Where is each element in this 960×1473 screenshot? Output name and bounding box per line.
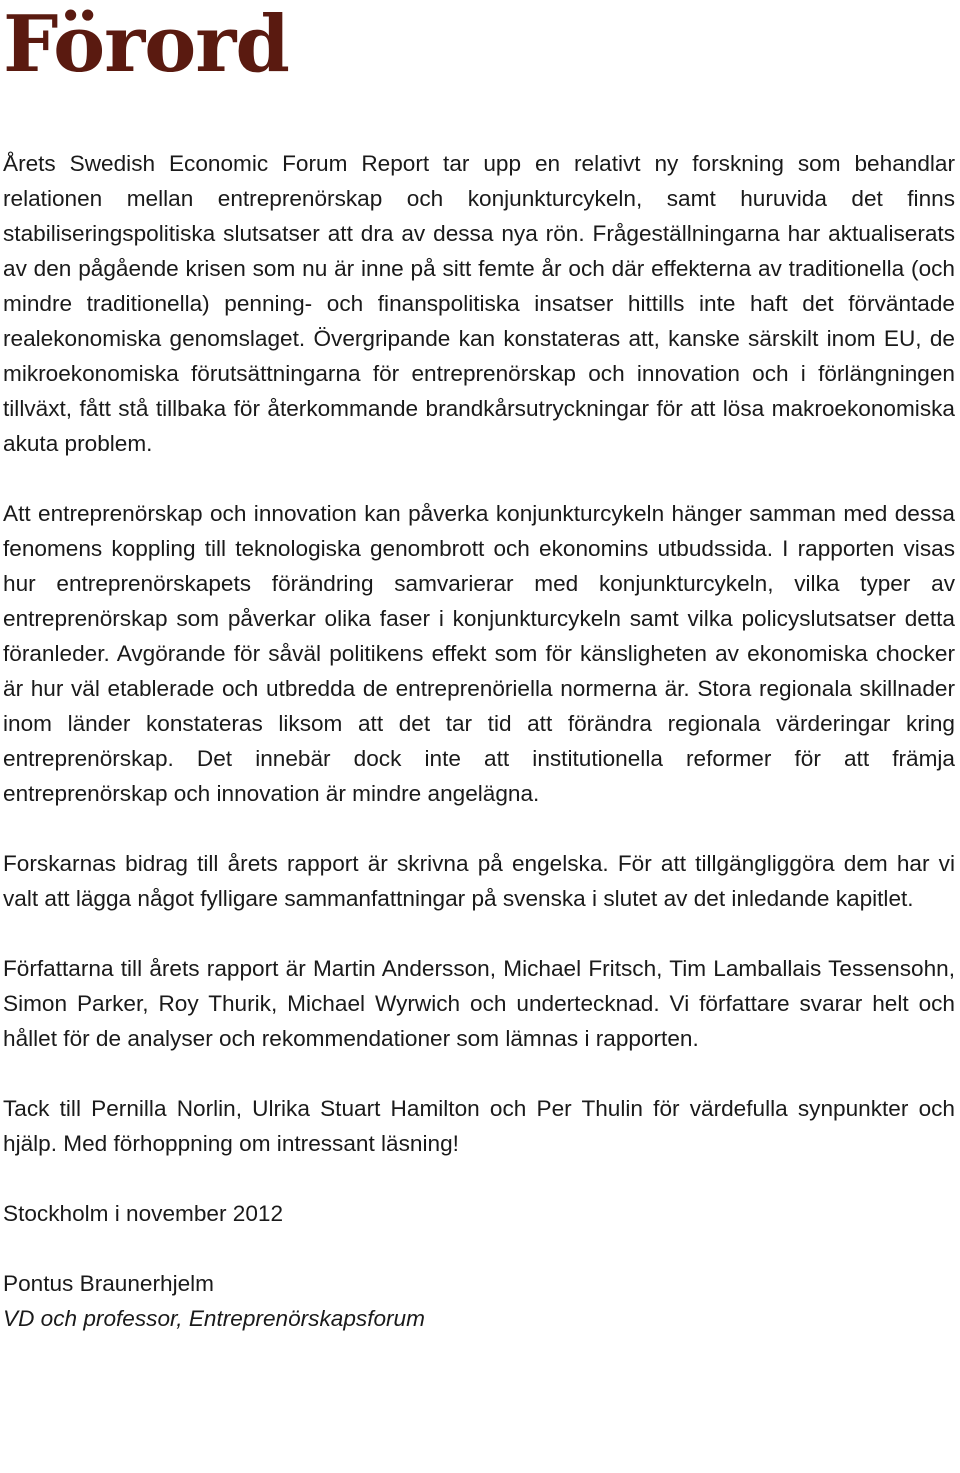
signature-role: VD och professor, Entreprenörskapsforum [3,1306,425,1331]
signature-name: Pontus Braunerhjelm [3,1271,214,1296]
paragraph-intro: Årets Swedish Economic Forum Report tar upp en relativt ny forskning som behandlar relationen mellan entreprenörskap och konjunkturcykeln, samt huruvida det finns stabiliseringspolitiska slutsatser att dra av dessa nya rön. Frågeställningarna har aktualiserats av den pågående krisen som nu är inne på sitt femte år och där effekterna av traditionella (och mindre traditionella) penning- och finanspolitiska insatser hittills inte haft det förväntade realekonomiska genomslaget. Övergripande kan konstateras att, kanske särskilt inom EU, de mikroekonomiska förutsättningarna för entreprenörskap och innovation och i förlängningen tillväxt, fått stå tillbaka för återkommande brandkårsutryckningar för att lösa makroekonomiska akuta problem. [3,151,955,456]
paragraph-thanks: Tack till Pernilla Norlin, Ulrika Stuart Hamilton och Per Thulin för värdefulla synpunkter och hjälp. Med förhoppning om intressant läsning! [3,1096,955,1156]
page-title: Förord [3,0,289,90]
place-date: Stockholm i november 2012 [3,1201,284,1226]
paragraph-entrepreneurship: Att entreprenörskap och innovation kan påverka konjunkturcykeln hänger samman med dessa fenomens koppling till teknologiska genombrott och ekonomins utbudssida. I rapporten visas hur entreprenörskapets förändring samvarierar med konjunkturcykeln, vilka typer av entreprenörskap som påverkar olika faser i konjunkturcykeln samt vilka policyslutsatser detta föranleder. Avgörande för såväl politikens effekt som för känsligheten av ekonomiska chocker är hur väl etablerade och utbredda de entreprenöriella normerna är. Stora regionala skillnader inom länder konstateras liksom att det tar tid att förändra regionala värderingar kring entreprenörskap. Det innebär dock inte att institutionella reformer för att främja entreprenörskap och innovation är mindre angelägna. [3,501,955,806]
paragraph-language: Forskarnas bidrag till årets rapport är skrivna på engelska. För att tillgängliggöra dem har vi valt att lägga något fylligare sammanfattningar på svenska i slutet av det inledande kapitlet. [3,851,955,911]
document-body [3,146,955,1336]
paragraph-authors: Författarna till årets rapport är Martin Andersson, Michael Fritsch, Tim Lamballais Tessensohn, Simon Parker, Roy Thurik, Michael Wyrwich och undertecknad. Vi författare svarar helt och hållet för de analyser och rekommendationer som lämnas i rapporten. [3,956,955,1051]
